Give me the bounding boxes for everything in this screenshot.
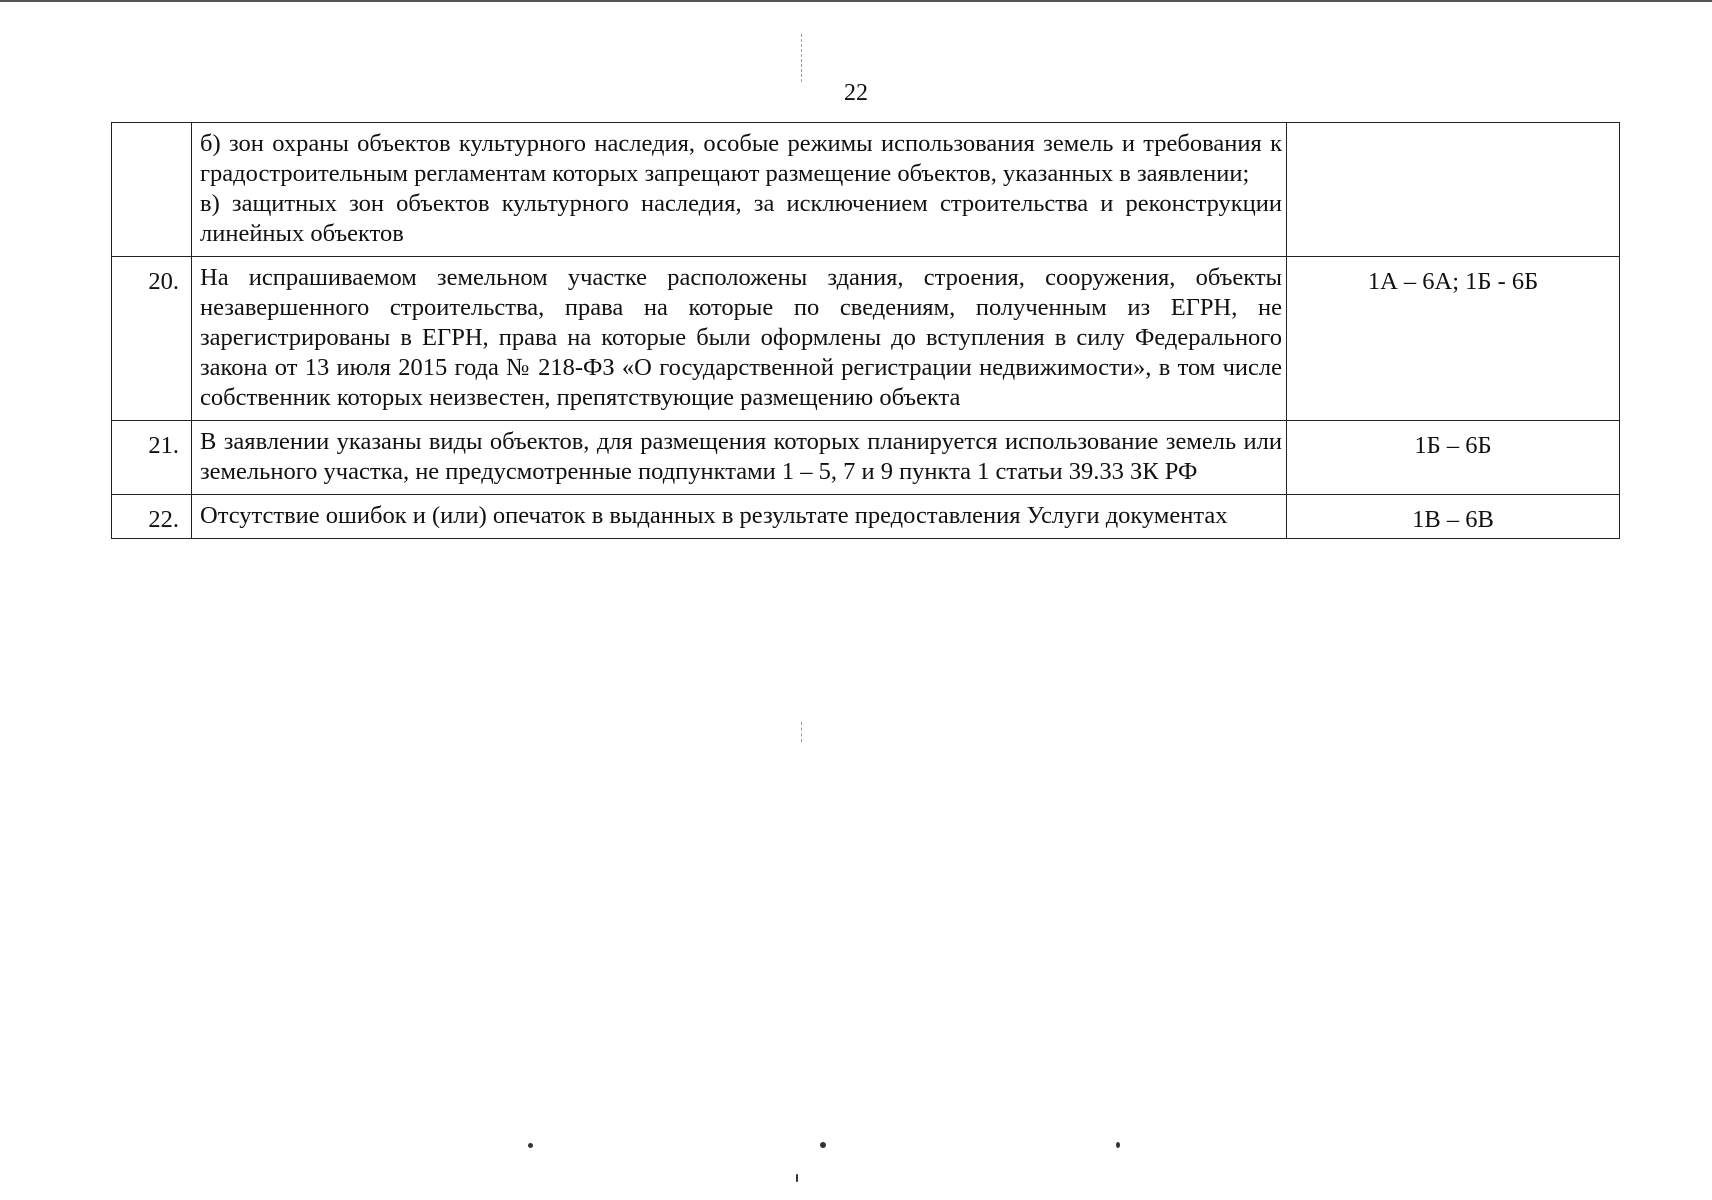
row-description xyxy=(192,257,1287,421)
row-paragraph: В заявлении указаны виды объектов, для размещения которых планируется использование земель или земельного участка, не предусмотренные подпунктами 1 – 5, 7 и 9 пункта 1 статьи 39.33 ЗК РФ xyxy=(200,428,1282,485)
row-description xyxy=(192,421,1287,495)
requirements-table xyxy=(111,122,1620,539)
scan-speck xyxy=(796,1174,798,1182)
row-description xyxy=(192,123,1287,257)
page-number: 22 xyxy=(844,80,868,106)
row-paragraph: в) защитных зон объектов культурного наследия, за исключением строительства и реконструкции линейных объектов xyxy=(200,190,1282,247)
row-number: 22. xyxy=(112,495,192,539)
table-row xyxy=(112,257,1620,421)
table-row xyxy=(112,123,1620,257)
scan-speck xyxy=(1116,1142,1120,1148)
page-top-edge xyxy=(0,0,1712,2)
row-paragraph: б) зон охраны объектов культурного наследия, особые режимы использования земель и требования к градостроительным регламентам которых запрещают размещение объектов, указанных в заявлении; xyxy=(200,130,1282,187)
row-paragraph: Отсутствие ошибок и (или) опечаток в выданных в результате предоставления Услуги документах xyxy=(200,502,1228,529)
scan-speck xyxy=(528,1143,533,1148)
row-code: 1В – 6В xyxy=(1287,495,1620,539)
row-number: 21. xyxy=(112,421,192,495)
table-row xyxy=(112,495,1620,539)
row-number xyxy=(112,123,192,257)
row-paragraph: На испрашиваемом земельном участке расположены здания, строения, сооружения, объекты незавершенного строительства, права на которые по сведениям, полученным из ЕГРН, не зарегистрированы в ЕГРН, права на которые были оформлены до вступления в силу Федерального закона от 13 июля 2015 года № 218-ФЗ «О государственной регистрации недвижимости», в том числе собственник которых неизвестен, препятствующие размещению объекта xyxy=(200,264,1282,411)
row-number: 20. xyxy=(112,257,192,421)
row-description xyxy=(192,495,1287,539)
table-row xyxy=(112,421,1620,495)
fold-mark-middle xyxy=(801,722,802,742)
row-code xyxy=(1287,123,1620,257)
scan-speck xyxy=(820,1142,826,1148)
row-code: 1А – 6А; 1Б - 6Б xyxy=(1287,257,1620,421)
fold-mark-top xyxy=(801,34,802,82)
row-code: 1Б – 6Б xyxy=(1287,421,1620,495)
